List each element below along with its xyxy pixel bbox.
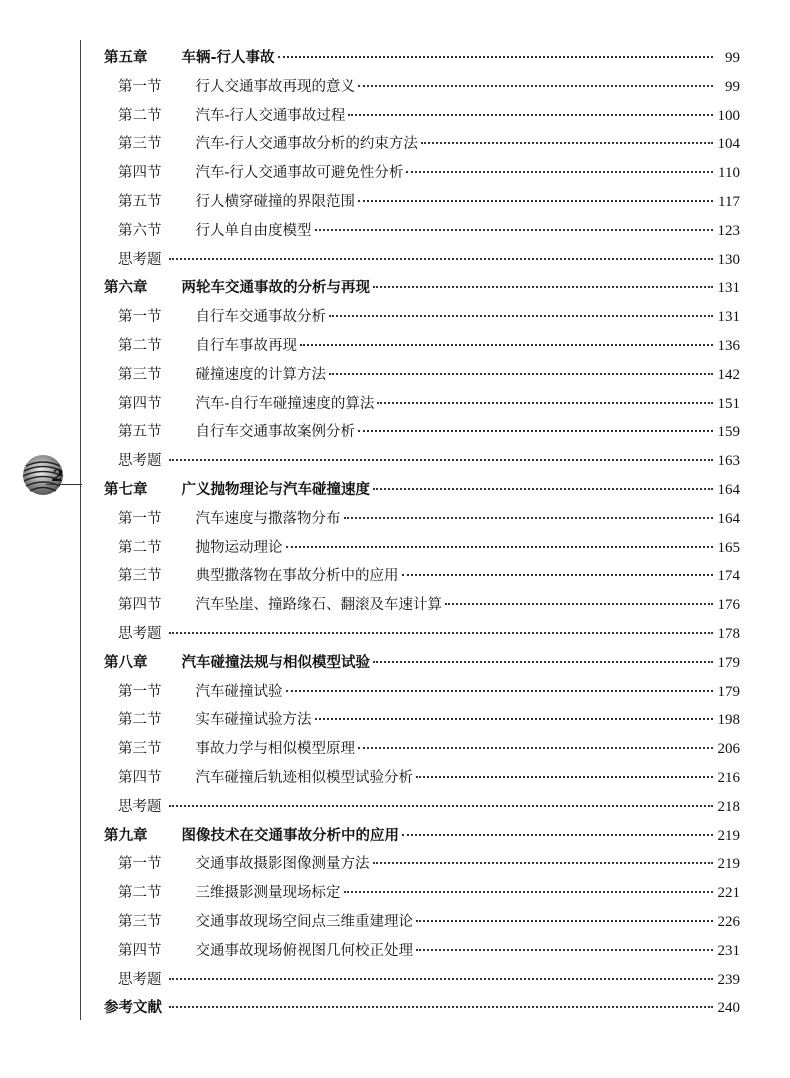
toc-page-number: 174 — [717, 568, 740, 585]
toc-title: 汽车-行人交通事故可避免性分析 — [195, 165, 404, 182]
toc-chapter-row — [104, 478, 740, 507]
toc-title: 汽车碰撞试验 — [195, 683, 283, 700]
toc-label: 思考题 — [118, 625, 162, 642]
toc-label: 第五节 — [118, 424, 162, 441]
toc-title: 自行车事故再现 — [195, 337, 297, 354]
toc-page-number: 239 — [717, 971, 740, 988]
toc-title: 汽车碰撞法规与相似模型试验 — [181, 653, 370, 671]
toc-page-number: 110 — [718, 165, 740, 182]
toc-section-row — [104, 564, 740, 593]
toc-label: 第一节 — [118, 78, 162, 95]
toc-chapter-row — [104, 824, 740, 853]
toc-title: 汽车-行人交通事故分析的约束方法 — [195, 136, 418, 153]
toc-page-number: 136 — [717, 337, 740, 354]
toc-title: 行人单自由度模型 — [195, 222, 312, 239]
toc-section-row — [104, 363, 740, 392]
toc-page-number: 226 — [717, 913, 740, 930]
toc-label: 第一节 — [118, 856, 162, 873]
toc-label: 第二节 — [118, 337, 162, 354]
toc-page-number: 198 — [717, 712, 740, 729]
dot-leader — [358, 746, 713, 749]
toc-section-row — [104, 881, 740, 910]
dot-leader — [416, 948, 713, 951]
dot-leader — [373, 660, 713, 663]
toc-label: 第一节 — [118, 309, 162, 326]
toc-section-row — [104, 939, 740, 968]
toc-label: 第六节 — [118, 222, 162, 239]
toc-section-row — [104, 536, 740, 565]
toc-section-row — [104, 75, 740, 104]
dot-leader — [169, 631, 714, 634]
toc-chapter-row — [104, 276, 740, 305]
dot-leader — [169, 257, 714, 260]
toc-page-number: 151 — [717, 395, 740, 412]
toc-page-number: 131 — [717, 280, 740, 297]
toc-section-row — [104, 161, 740, 190]
toc-label: 第七章 — [104, 480, 148, 498]
toc-title: 汽车碰撞后轨迹相似模型试验分析 — [195, 769, 413, 786]
toc-section-row — [104, 507, 740, 536]
toc-title: 汽车坠崖、撞路缘石、翻滚及车速计算 — [195, 597, 442, 614]
toc-section-row — [104, 132, 740, 161]
dot-leader — [402, 573, 714, 576]
toc-label: 第三节 — [118, 913, 162, 930]
dot-leader — [421, 141, 713, 144]
toc-label: 思考题 — [118, 251, 162, 268]
toc-section-row — [104, 334, 740, 363]
toc-label: 第二节 — [118, 712, 162, 729]
toc-title: 实车碰撞试验方法 — [195, 712, 312, 729]
toc-page-number: 219 — [717, 856, 740, 873]
dot-leader — [445, 602, 713, 605]
margin-rule — [80, 40, 81, 1020]
toc-label: 第三节 — [118, 136, 162, 153]
toc-section-row — [104, 219, 740, 248]
toc-title: 行人交通事故再现的意义 — [195, 78, 355, 95]
toc-section-row — [104, 852, 740, 881]
toc-page-number: 179 — [717, 654, 740, 671]
dot-leader — [169, 458, 714, 461]
toc-section-row — [104, 708, 740, 737]
toc-label: 思考题 — [118, 971, 162, 988]
toc-title: 汽车-行人交通事故过程 — [195, 107, 346, 124]
toc-exercise-row — [104, 622, 740, 651]
toc-title: 汽车-自行车碰撞速度的算法 — [195, 395, 375, 412]
dot-leader — [377, 401, 713, 404]
dot-leader — [286, 689, 714, 692]
toc-page-number: 216 — [717, 769, 740, 786]
toc-page-number: 231 — [717, 942, 740, 959]
toc-label: 思考题 — [118, 453, 162, 470]
toc-exercise-row — [104, 449, 740, 478]
dot-leader — [373, 487, 713, 490]
toc-title: 碰撞速度的计算方法 — [195, 366, 326, 383]
toc-page-number: 179 — [717, 683, 740, 700]
toc-section-row — [104, 680, 740, 709]
toc-title: 三维摄影测量现场标定 — [195, 885, 341, 902]
dot-leader — [344, 516, 714, 519]
toc-page-number: 130 — [717, 251, 740, 268]
toc-title: 抛物运动理论 — [195, 539, 283, 556]
toc-exercise-row — [104, 795, 740, 824]
toc-exercise-row — [104, 968, 740, 997]
toc-title: 两轮车交通事故的分析与再现 — [181, 279, 370, 297]
toc-page-number: 219 — [717, 827, 740, 844]
dot-leader — [416, 919, 713, 922]
toc-page-number: 99 — [725, 50, 740, 66]
toc-section-row — [104, 420, 740, 449]
dot-leader — [344, 890, 714, 893]
toc-title: 图像技术在交通事故分析中的应用 — [181, 826, 399, 844]
toc-label: 第二节 — [118, 107, 162, 124]
toc-page-number: 100 — [717, 107, 740, 124]
dot-leader — [406, 170, 713, 173]
toc-page-number: 178 — [717, 625, 740, 642]
toc-label: 思考题 — [118, 798, 162, 815]
toc-page-number: 131 — [717, 309, 740, 326]
toc-label: 第四节 — [118, 597, 162, 614]
dot-leader — [329, 314, 713, 317]
toc-page-number: 206 — [717, 741, 740, 758]
toc-page-number: 123 — [717, 222, 740, 239]
toc-title: 交通事故摄影图像测量方法 — [195, 856, 370, 873]
toc-title: 自行车交通事故分析 — [195, 309, 326, 326]
dot-leader — [329, 372, 713, 375]
toc-section-row — [104, 392, 740, 421]
page-number: 2 — [52, 466, 64, 485]
toc-page-number: 142 — [717, 366, 740, 383]
toc-page-number: 159 — [717, 424, 740, 441]
dot-leader — [348, 113, 713, 116]
toc-chapter-row — [104, 46, 740, 75]
dot-leader — [416, 775, 713, 778]
toc-label: 第五节 — [118, 193, 162, 210]
toc-label: 第二节 — [118, 885, 162, 902]
toc-section-row — [104, 104, 740, 133]
dot-leader — [169, 977, 714, 980]
toc-label: 参考文献 — [104, 999, 162, 1017]
dot-leader — [373, 285, 713, 288]
dot-leader — [358, 429, 713, 432]
toc-label: 第四节 — [118, 165, 162, 182]
toc-title: 广义抛物理论与汽车碰撞速度 — [181, 480, 370, 498]
toc-title: 自行车交通事故案例分析 — [195, 424, 355, 441]
toc-page-number: 117 — [718, 193, 740, 210]
dot-leader — [286, 545, 714, 548]
toc-page-number: 221 — [717, 885, 740, 902]
toc-label: 第二节 — [118, 539, 162, 556]
toc-exercise-row — [104, 248, 740, 277]
dot-leader — [402, 833, 713, 836]
toc-title: 典型撒落物在事故分析中的应用 — [195, 568, 399, 585]
toc-label: 第三节 — [118, 366, 162, 383]
toc-label: 第四节 — [118, 942, 162, 959]
dot-leader — [169, 804, 714, 807]
toc-label: 第四节 — [118, 769, 162, 786]
toc-chapter-row — [104, 996, 740, 1025]
table-of-contents — [104, 46, 740, 1025]
toc-page-number: 164 — [717, 510, 740, 527]
dot-leader — [278, 55, 713, 58]
dot-leader — [373, 861, 714, 864]
toc-chapter-row — [104, 651, 740, 680]
toc-page-number: 165 — [717, 539, 740, 556]
toc-label: 第三节 — [118, 741, 162, 758]
toc-label: 第八章 — [104, 653, 148, 671]
toc-page-number: 164 — [717, 481, 740, 498]
toc-title: 行人横穿碰撞的界限范围 — [195, 193, 355, 210]
dot-leader — [315, 228, 714, 231]
toc-label: 第五章 — [104, 49, 148, 66]
toc-label: 第九章 — [104, 826, 148, 844]
toc-title: 车辆-行人事故 — [181, 49, 275, 66]
toc-label: 第一节 — [118, 510, 162, 527]
toc-page-number: 218 — [717, 798, 740, 815]
toc-title: 汽车速度与撒落物分布 — [195, 510, 341, 527]
dot-leader — [358, 84, 713, 87]
toc-label: 第六章 — [104, 279, 148, 297]
toc-page-number: 163 — [717, 453, 740, 470]
toc-label: 第一节 — [118, 683, 162, 700]
toc-label: 第三节 — [118, 568, 162, 585]
toc-page-number: 176 — [717, 597, 740, 614]
toc-page-number: 104 — [717, 136, 740, 153]
dot-leader — [315, 717, 714, 720]
toc-section-row — [104, 910, 740, 939]
toc-section-row — [104, 305, 740, 334]
toc-title: 交通事故现场俯视图几何校正处理 — [195, 942, 413, 959]
toc-page-number: 240 — [717, 1000, 740, 1017]
dot-leader — [300, 343, 713, 346]
dot-leader — [169, 1005, 713, 1008]
toc-page-number: 99 — [725, 78, 740, 95]
toc-label: 第四节 — [118, 395, 162, 412]
toc-section-row — [104, 766, 740, 795]
toc-title: 交通事故现场空间点三维重建理论 — [195, 913, 413, 930]
dot-leader — [358, 199, 713, 202]
toc-section-row — [104, 190, 740, 219]
toc-section-row — [104, 737, 740, 766]
toc-title: 事故力学与相似模型原理 — [195, 741, 355, 758]
toc-section-row — [104, 593, 740, 622]
